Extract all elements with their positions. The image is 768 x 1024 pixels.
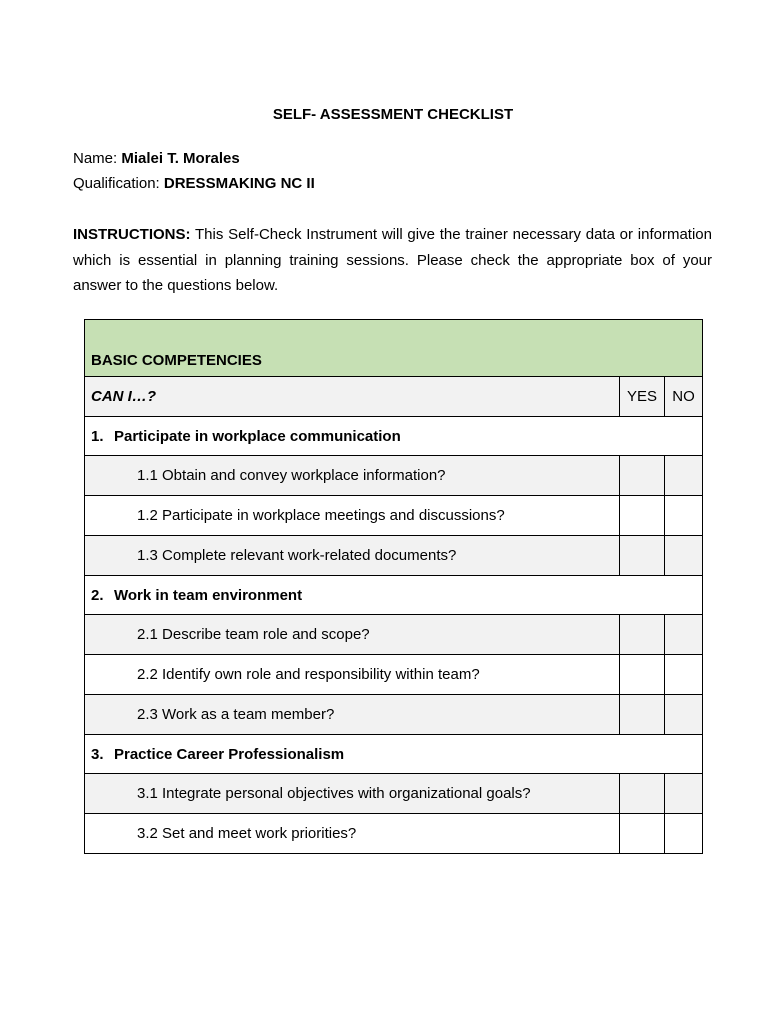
checklist-item-row	[85, 456, 703, 496]
no-checkbox-cell[interactable]	[665, 695, 703, 735]
section-title	[85, 417, 703, 456]
checklist-question: 1.1 Obtain and convey workplace information?	[85, 456, 620, 496]
section-title	[85, 735, 703, 774]
checklist-item-row	[85, 774, 703, 814]
instructions-text: This Self-Check Instrument will give the trainer necessary data or information which is essential in planning training sessions. Please check the appropriate box of your answer to the questions below.	[73, 226, 712, 294]
yes-checkbox-cell[interactable]	[620, 814, 665, 854]
checklist-question: 1.3 Complete relevant work-related documents?	[85, 536, 620, 576]
checklist-item-row	[85, 814, 703, 854]
yes-checkbox-cell[interactable]	[620, 774, 665, 814]
checklist-question: 2.1 Describe team role and scope?	[85, 615, 620, 655]
checklist-question: 1.2 Participate in workplace meetings and discussions?	[85, 496, 620, 536]
checklist-item-row	[85, 496, 703, 536]
yes-checkbox-cell[interactable]	[620, 496, 665, 536]
instructions	[73, 222, 712, 299]
section-number: 3.	[91, 745, 104, 763]
no-checkbox-cell[interactable]	[665, 456, 703, 496]
competency-table	[84, 319, 703, 854]
page-title: SELF- ASSESSMENT CHECKLIST	[272, 106, 514, 123]
no-header: NO	[665, 377, 703, 417]
no-checkbox-cell[interactable]	[665, 536, 703, 576]
checklist-question: 3.2 Set and meet work priorities?	[85, 814, 620, 854]
yes-checkbox-cell[interactable]	[620, 695, 665, 735]
table-header-row	[85, 320, 703, 377]
yes-checkbox-cell[interactable]	[620, 536, 665, 576]
name-label: Name:	[73, 150, 118, 167]
section-number: 2.	[91, 586, 104, 604]
no-checkbox-cell[interactable]	[665, 814, 703, 854]
qualification-label: Qualification:	[73, 175, 160, 192]
can-i-header: CAN I…?	[85, 377, 620, 417]
no-checkbox-cell[interactable]	[665, 655, 703, 695]
no-checkbox-cell[interactable]	[665, 496, 703, 536]
section-title-text: Participate in workplace communication	[114, 427, 401, 445]
checklist-question: 2.2 Identify own role and responsibility within team?	[85, 655, 620, 695]
qualification-line	[73, 175, 315, 193]
checklist-item-row	[85, 695, 703, 735]
checklist-question: 3.1 Integrate personal objectives with organizational goals?	[85, 774, 620, 814]
checklist-item-row	[85, 615, 703, 655]
yes-header: YES	[620, 377, 665, 417]
section-title	[85, 576, 703, 615]
section-row	[85, 417, 703, 456]
qualification-value: DRESSMAKING NC II	[163, 175, 315, 192]
yes-checkbox-cell[interactable]	[620, 655, 665, 695]
section-row	[85, 576, 703, 615]
no-checkbox-cell[interactable]	[665, 615, 703, 655]
name-line	[73, 150, 240, 168]
instructions-label: INSTRUCTIONS:	[73, 226, 191, 243]
checklist-item-row	[85, 655, 703, 695]
checklist-question: 2.3 Work as a team member?	[85, 695, 620, 735]
column-header-row	[85, 377, 703, 417]
checklist-item-row	[85, 536, 703, 576]
section-title-text: Practice Career Professionalism	[114, 745, 345, 763]
no-checkbox-cell[interactable]	[665, 774, 703, 814]
yes-checkbox-cell[interactable]	[620, 615, 665, 655]
table-header: BASIC COMPETENCIES	[85, 320, 703, 377]
section-title-text: Work in team environment	[114, 586, 303, 604]
section-number: 1.	[91, 427, 104, 445]
name-value: Mialei T. Morales	[121, 150, 240, 167]
section-row	[85, 735, 703, 774]
yes-checkbox-cell[interactable]	[620, 456, 665, 496]
